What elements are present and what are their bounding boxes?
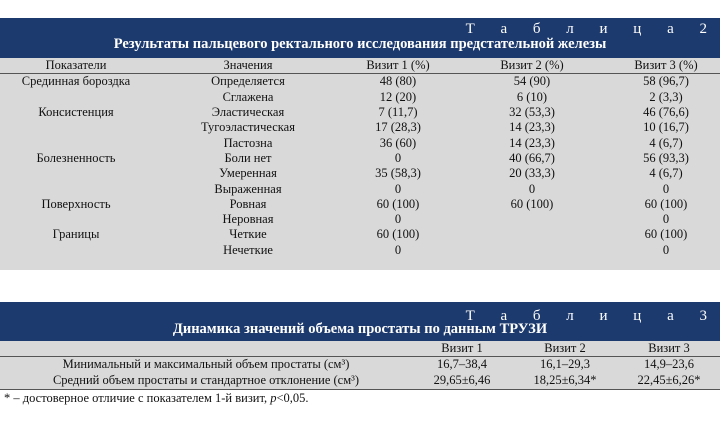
table-2-grid (0, 58, 720, 258)
table-cell: Поверхность (41, 196, 111, 211)
table-cell: 60 (100) (644, 227, 688, 242)
table-2-header (0, 18, 720, 58)
table-cell: 0 (528, 181, 536, 196)
table-cell: Четкие (229, 227, 267, 242)
table-row (0, 373, 720, 388)
table-cell: 20 (33,3) (509, 166, 555, 181)
table-cell: 29,65±6,46 (433, 372, 491, 387)
table-cell (452, 212, 612, 227)
table-cell: Тугоэластическая (201, 120, 295, 135)
table-cell: 4 (6,7) (649, 166, 683, 181)
table-row (0, 105, 720, 120)
table-row (0, 181, 720, 196)
table-cell: 0 (662, 212, 670, 227)
table-3 (0, 302, 720, 389)
table-row (0, 90, 720, 105)
table-cell: 58 (96,7) (643, 74, 689, 89)
table-cell: Сглажена (222, 89, 274, 104)
table-cell: 54 (90) (513, 74, 551, 89)
table-cell: Эластическая (211, 105, 285, 120)
table-cell: Умеренная (219, 166, 277, 181)
table-cell: 60 (100) (510, 196, 554, 211)
table-3-header-row (0, 341, 720, 357)
table-cell: Выраженная (214, 181, 282, 196)
table-3-bottom-rule (0, 389, 720, 390)
table-cell: Границы (52, 227, 100, 242)
table-cell: 0 (662, 242, 670, 257)
table-row (0, 197, 720, 212)
table-cell: Пастозна (223, 135, 273, 150)
table-cell (0, 90, 152, 105)
table-row (0, 151, 720, 166)
table-cell: 14 (23,3) (509, 120, 555, 135)
footnote-suffix: <0,05. (276, 391, 309, 405)
table-cell: 0 (394, 150, 402, 165)
table-cell: 40 (66,7) (509, 150, 555, 165)
column-header: Визит 1 (412, 341, 512, 357)
table-cell: 7 (11,7) (378, 105, 418, 120)
table-cell: Неровная (222, 212, 274, 227)
table-2-body (0, 74, 720, 258)
table-cell (0, 120, 152, 135)
table-cell: 12 (20) (379, 89, 417, 104)
column-header: Показатели (0, 58, 152, 74)
table-cell: 6 (10) (516, 89, 548, 104)
table-3-title: Динамика значений объема простаты по данным ТРУЗИ (172, 321, 548, 337)
table-cell: Минимальный и максимальный объем простаты (см³) (62, 357, 350, 372)
table-row (0, 166, 720, 181)
table-cell: 14,9–23,6 (644, 357, 694, 372)
table-row (0, 120, 720, 135)
table-cell (0, 166, 152, 181)
table-cell: 2 (3,3) (649, 89, 683, 104)
table-cell: Болезненность (36, 150, 116, 165)
table-cell: 32 (53,3) (509, 105, 555, 120)
table-cell (452, 243, 612, 258)
footnote-text: * – достоверное отличие с показателем 1-й визит, (4, 391, 268, 405)
column-header: Значения (152, 58, 344, 74)
table-cell: Консистенция (38, 105, 114, 120)
table-cell: 60 (100) (644, 196, 688, 211)
table-row (0, 212, 720, 227)
table-cell: 0 (394, 242, 402, 257)
table-cell: 4 (6,7) (649, 135, 683, 150)
table-cell: 10 (16,7) (643, 120, 689, 135)
column-header: Визит 3 (618, 341, 720, 357)
footnote (4, 391, 309, 406)
table-cell (0, 181, 152, 196)
table-3-body (0, 357, 720, 388)
table-2-header-row (0, 58, 720, 74)
table-cell: 60 (100) (376, 227, 420, 242)
column-header: Визит 2 (%) (452, 58, 612, 74)
table-cell: 0 (662, 181, 670, 196)
column-header: Визит 1 (%) (344, 58, 452, 74)
footnote-p: p (270, 391, 277, 405)
table-cell: 48 (80) (379, 74, 417, 89)
table-2-label: Т а б л и ц а 2 (465, 21, 718, 37)
table-cell (0, 135, 152, 150)
table-row (0, 135, 720, 150)
table-cell: Ровная (229, 196, 267, 211)
table-cell: 36 (60) (379, 135, 417, 150)
table-cell: 60 (100) (376, 196, 420, 211)
table-cell: Срединная бороздка (21, 74, 131, 89)
table-cell: Средний объем простаты и стандартное отклонение (см³) (52, 372, 360, 387)
table-row (0, 227, 720, 242)
table-3-header (0, 302, 720, 341)
table-cell (0, 243, 152, 258)
table-cell: 17 (28,3) (375, 120, 421, 135)
table-cell: 0 (394, 181, 402, 196)
column-header (0, 341, 412, 357)
column-header: Визит 3 (%) (612, 58, 720, 74)
table-cell: Боли нет (224, 150, 272, 165)
table-cell (0, 212, 152, 227)
table-cell: Определяется (211, 74, 285, 89)
table-cell: Нечеткие (223, 242, 273, 257)
table-3-label: Т а б л и ц а 3 (465, 308, 718, 324)
table-cell: 16,7–38,4 (437, 357, 487, 372)
column-header: Визит 2 (512, 341, 618, 357)
table-2-title: Результаты пальцевого ректального исследования предстательной железы (113, 36, 607, 52)
table-cell: 16,1–29,3 (540, 357, 590, 372)
table-cell: 56 (93,3) (643, 150, 689, 165)
table-row (0, 243, 720, 258)
table-cell: 35 (58,3) (375, 166, 421, 181)
table-cell (452, 227, 612, 242)
table-2 (0, 18, 720, 270)
table-cell: 0 (394, 212, 402, 227)
table-cell: 14 (23,3) (509, 135, 555, 150)
table-3-grid (0, 341, 720, 388)
table-cell: 46 (76,6) (643, 105, 689, 120)
table-row (0, 74, 720, 90)
table-row (0, 357, 720, 373)
table-cell: 18,25±6,34* (533, 372, 597, 387)
table-cell: 22,45±6,26* (637, 372, 701, 387)
